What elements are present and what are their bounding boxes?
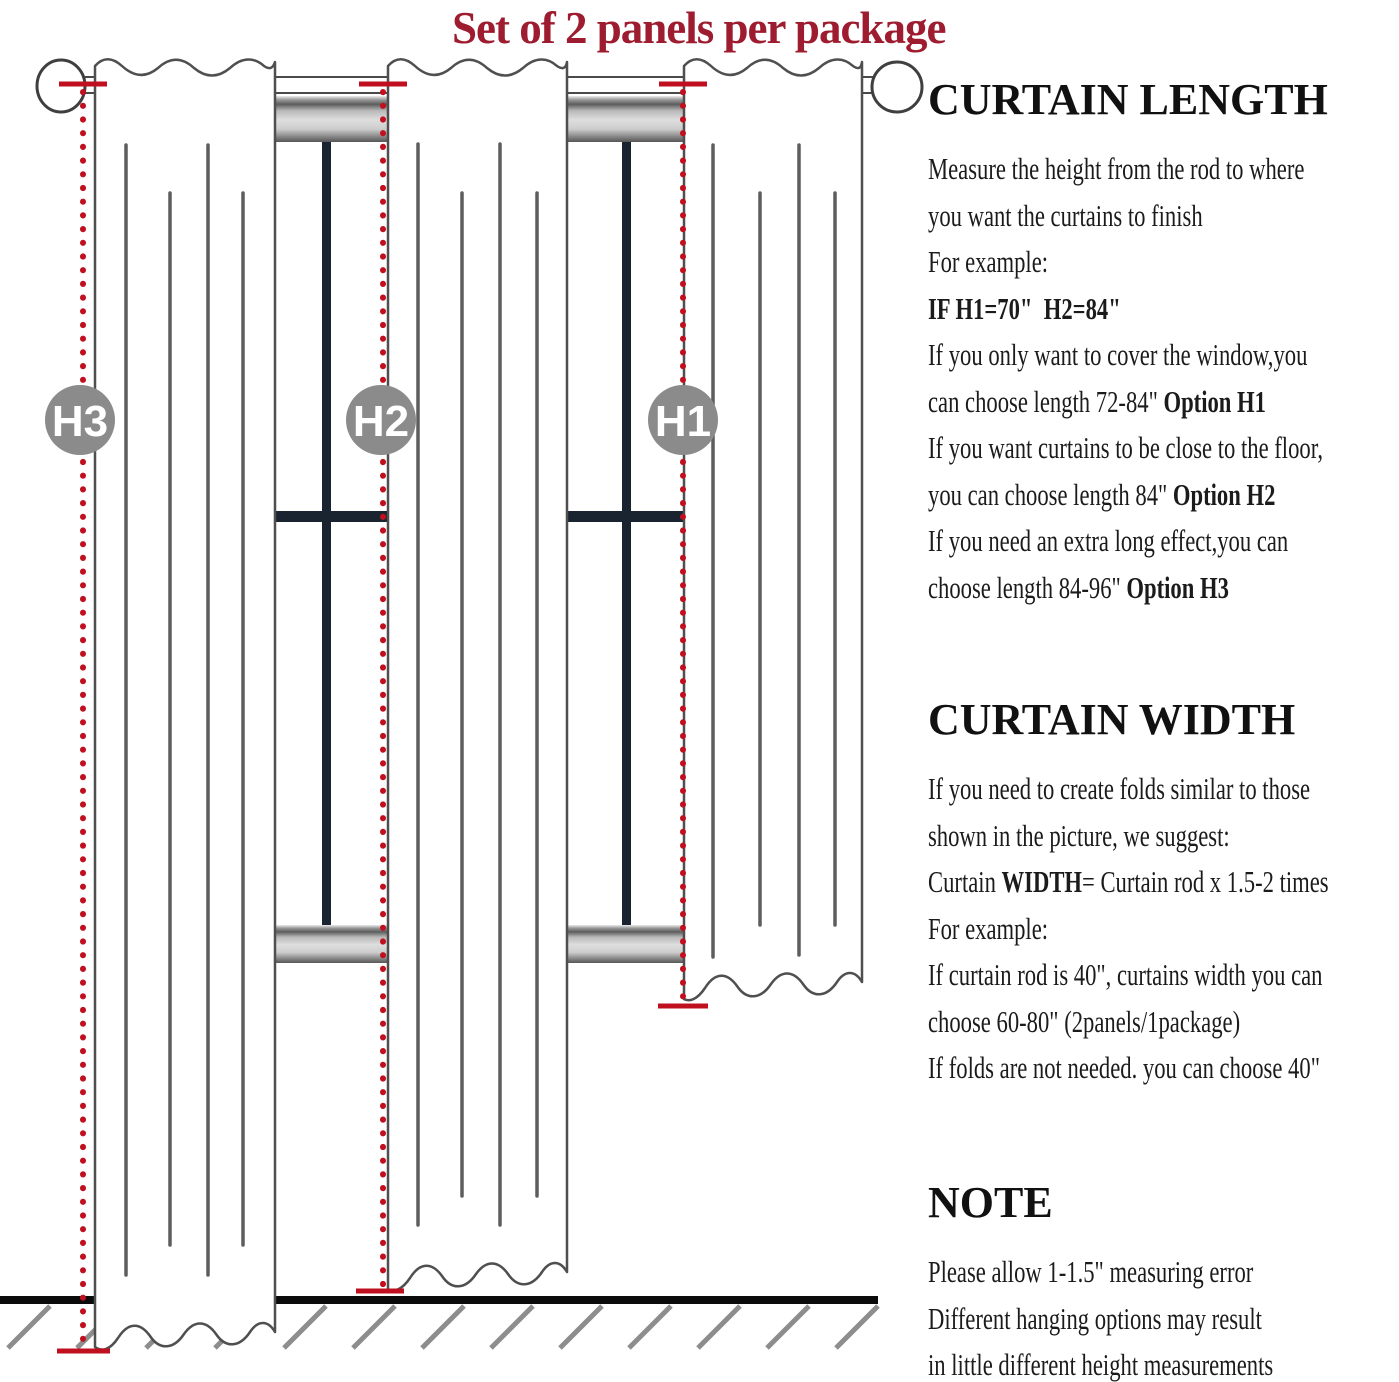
- text-line: If you only want to cover the window,you: [928, 337, 1308, 372]
- curtain-width-body: [928, 766, 1395, 1092]
- note-heading: NOTE: [928, 1178, 1053, 1227]
- text-line: you want the curtains to finish: [928, 197, 1203, 233]
- section-note: [928, 1175, 1399, 1382]
- badge-h1: [648, 385, 718, 455]
- curtain-panel-h3: [95, 59, 275, 1349]
- curtain-width-heading: CURTAIN WIDTH: [928, 695, 1296, 744]
- curtain-length-body: [928, 146, 1395, 611]
- window-mullion-right: [622, 142, 631, 925]
- text-line: If you want curtains to be close to the floor,: [928, 430, 1324, 465]
- section-curtain-width: [928, 692, 1399, 1092]
- text-line: Please allow 1-1.5" measuring error: [928, 1254, 1254, 1289]
- page-title: Set of 2 panels per package: [452, 3, 946, 53]
- svg-text:H2: H2: [352, 397, 410, 446]
- svg-text:H3: H3: [51, 397, 109, 446]
- curtain-length-heading: CURTAIN LENGTH: [928, 75, 1328, 124]
- text-line: Different hanging options may result: [928, 1300, 1262, 1336]
- text-line: you can choose length 84" Option H2: [928, 476, 1276, 512]
- badge-h2: [346, 385, 416, 455]
- badge-h3: [45, 385, 115, 455]
- right-finial: [872, 62, 922, 112]
- text-line: If you need an extra long effect,you can: [928, 523, 1289, 558]
- text-line: shown in the picture, we suggest:: [928, 817, 1230, 853]
- note-body: [928, 1249, 1395, 1382]
- text-line: choose length 84-96" Option H3: [928, 569, 1229, 605]
- text-line: can choose length 72-84" Option H1: [928, 383, 1266, 419]
- text-line: Curtain WIDTH= Curtain rod x 1.5-2 times: [928, 864, 1329, 899]
- text-line: If curtain rod is 40", curtains width you can: [928, 957, 1323, 992]
- svg-text:H1: H1: [654, 397, 712, 446]
- text-line: Measure the height from the rod to where: [928, 151, 1305, 186]
- section-curtain-length: [928, 72, 1399, 611]
- curtain-panel-h2: [388, 59, 567, 1290]
- text-line: If you need to create folds similar to those: [928, 771, 1311, 806]
- window-mullion-left: [322, 142, 331, 925]
- text-line: IF H1=70" H2=84": [928, 290, 1121, 326]
- text-line: in little different height measurements: [928, 1347, 1274, 1382]
- text-line: For example:: [928, 244, 1049, 279]
- text-line: choose 60-80" (2panels/1package): [928, 1003, 1241, 1039]
- text-line: For example:: [928, 910, 1049, 946]
- text-line: If folds are not needed. you can choose 40": [928, 1050, 1320, 1085]
